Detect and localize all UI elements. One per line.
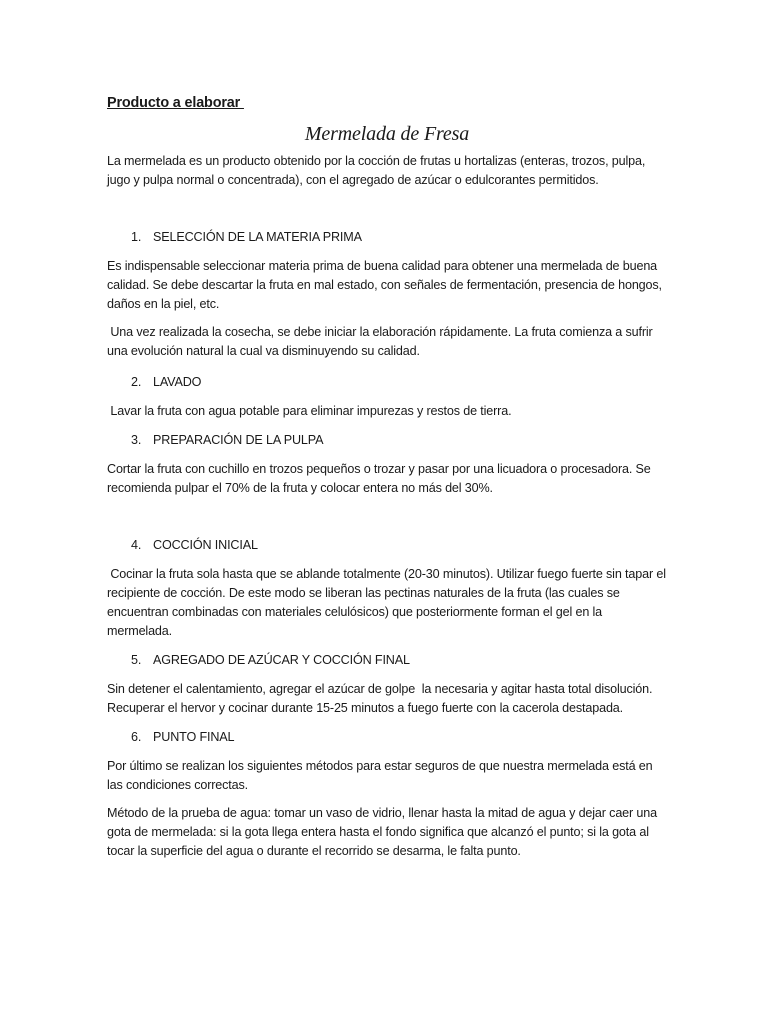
section-2-paragraph-1: Lavar la fruta con agua potable para eliminar impurezas y restos de tierra.: [107, 404, 512, 418]
section-1-number: 1.: [131, 230, 142, 244]
section-3-paragraph-1: Cortar la fruta con cuchillo en trozos pequeños o trozar y pasar por una licuadora o procesadora. Se recomienda pulpar el 70% de la fruta y colocar entera no más del 30%.: [107, 462, 651, 495]
section-5-paragraph-1: Sin detener el calentamiento, agregar el azúcar de golpe la necesaria y agitar hasta total disolución. Recuperar el hervor y cocinar durante 15-25 minutos a fuego fuerte con la cacerola destapada.: [107, 682, 656, 715]
section-4-header: [107, 536, 667, 555]
section-2-header: [107, 373, 667, 392]
section-5-title: AGREGADO DE AZÚCAR Y COCCIÓN FINAL: [153, 653, 410, 667]
section-6-number: 6.: [131, 730, 142, 744]
document-body: [107, 92, 670, 861]
section-4-paragraph-1: Cocinar la fruta sola hasta que se ablande totalmente (20-30 minutos). Utilizar fuego fuerte sin tapar el recipiente de cocción. De este modo se liberan las pectinas naturales de la fruta (las cuales se encuentran combinadas con materiales celulósicos) que posteriormente forman el gel en la mermelada.: [107, 567, 670, 638]
section-1-paragraph-1: Es indispensable seleccionar materia prima de buena calidad para obtener una mermelada de buena calidad. Se debe descartar la fruta en mal estado, con señales de fermentación, presencia de hongos, daños en la piel, etc.: [107, 259, 662, 311]
section-6-title: PUNTO FINAL: [153, 730, 235, 744]
intro-paragraph: La mermelada es un producto obtenido por la cocción de frutas u hortalizas (enteras, trozos, pulpa, jugo y pulpa normal o concentrada), con el agregado de azúcar o edulcorantes permitidos.: [107, 154, 646, 187]
section-4-title: COCCIÓN INICIAL: [153, 538, 258, 552]
section-6-paragraph-1: Por último se realizan los siguientes métodos para estar seguros de que nuestra mermelada está en las condiciones correctas.: [107, 759, 653, 792]
section-3-header: [107, 431, 667, 450]
section-1-title: SELECCIÓN DE LA MATERIA PRIMA: [153, 230, 362, 244]
section-6-paragraph-2: Método de la prueba de agua: tomar un vaso de vidrio, llenar hasta la mitad de agua y dejar caer una gota de mermelada: si la gota llega entera hasta el fondo significa que alcanzó el punto; si la gota al tocar la superficie del agua o durante el recorrido se desarma, le falta punto.: [107, 806, 657, 858]
section-1-paragraph-2: Una vez realizada la cosecha, se debe iniciar la elaboración rápidamente. La fruta comienza a sufrir una evolución natural la cual va disminuyendo su calidad.: [107, 325, 656, 358]
section-heading: Producto a elaborar: [107, 95, 244, 111]
section-3-number: 3.: [131, 433, 142, 447]
section-1-header: [107, 228, 667, 247]
section-3-title: PREPARACIÓN DE LA PULPA: [153, 433, 324, 447]
section-2-number: 2.: [131, 375, 142, 389]
document-title: Mermelada de Fresa: [304, 123, 470, 145]
section-6-header: [107, 728, 667, 747]
section-5-number: 5.: [131, 653, 142, 667]
section-5-header: [107, 651, 667, 670]
section-4-number: 4.: [131, 538, 142, 552]
section-2-title: LAVADO: [153, 375, 202, 389]
